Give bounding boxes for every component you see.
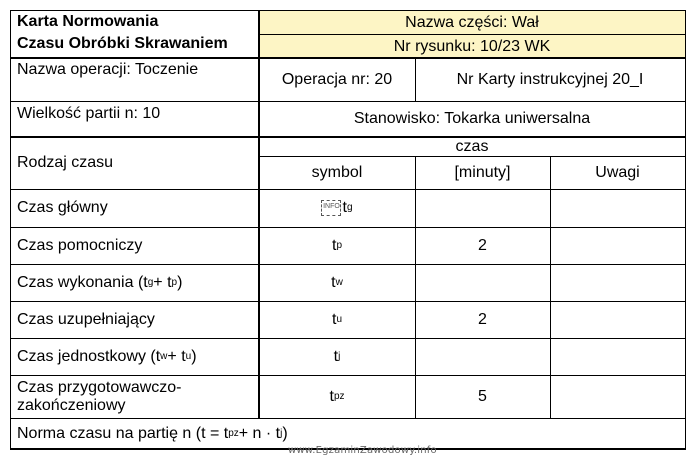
grid-line: [10, 418, 686, 419]
grid-line: [10, 10, 11, 450]
row-main-time-minutes: [415, 189, 550, 227]
grid-line: [10, 375, 686, 376]
time-type-header: Rodzaj czasu: [17, 154, 114, 171]
row-suppl-time-minutes: 2: [478, 310, 487, 328]
symbol-header: symbol: [311, 164, 363, 181]
grid-line: [10, 57, 686, 59]
minutes-header: [minuty]: [454, 164, 511, 181]
row-unit-time-symbol: t j: [333, 347, 341, 365]
card-title-line1: Karta Normowania: [17, 13, 159, 30]
row-aux-time-label: Czas pomocniczy: [17, 236, 143, 254]
watermark: www.EgzaminZawodowy.info: [288, 445, 437, 456]
row-setup-time-minutes: 5: [478, 387, 487, 405]
time-header: czas: [455, 137, 489, 155]
row-main-time-label: Czas główny: [17, 199, 108, 216]
row-setup-time-label: Czas przygotowawczo- zakończeniowy: [17, 378, 182, 414]
card-title-line2: Czasu Obróbki Skrawaniem: [17, 35, 228, 52]
grid-line: [685, 10, 686, 450]
operation-name: Nazwa operacji: Toczenie: [17, 61, 199, 78]
grid-line: [10, 101, 686, 102]
grid-line: [10, 189, 686, 190]
row-aux-time-symbol: t p: [331, 236, 342, 254]
broken-image-icon: INFO: [321, 200, 341, 216]
grid-line: [10, 227, 686, 228]
row-exec-time-label: Czas wykonania (t g + t p ): [17, 273, 183, 291]
row-main-time-symbol: INFO t g: [323, 199, 353, 216]
remarks-header: Uwagi: [595, 164, 640, 181]
row-unit-time-minutes: [415, 338, 550, 375]
row-setup-time-symbol: t pz: [329, 387, 345, 405]
row-unit-time-label: Czas jednostkowy (t w + t u ): [17, 347, 197, 365]
grid-line: [10, 136, 686, 138]
part-name: Nazwa części: Wał: [405, 14, 539, 31]
grid-line: [550, 156, 551, 418]
row-aux-time-minutes: 2: [478, 236, 487, 254]
grid-line: [259, 156, 686, 157]
grid-line: [10, 264, 686, 265]
grid-line: [415, 156, 416, 418]
batch-time-norm: Norma czasu na partię n (t = t pz + n · t j ): [17, 424, 288, 442]
operation-number: Operacja nr: 20: [281, 71, 393, 88]
batch-size: Wielkość partii n: 10: [17, 105, 161, 122]
row-exec-time-symbol: t w: [331, 273, 343, 291]
row-suppl-time-label: Czas uzupełniający: [17, 310, 155, 328]
row-exec-time-minutes: [415, 264, 550, 301]
grid-line: [10, 301, 686, 302]
row-suppl-time-symbol: t u: [331, 310, 342, 328]
grid-line: [10, 10, 686, 11]
instruction-card-number: Nr Karty instrukcyjnej 20_I: [456, 71, 644, 88]
grid-line: [259, 34, 686, 35]
grid-line: [415, 58, 416, 101]
work-station: Stanowisko: Tokarka uniwersalna: [353, 110, 591, 127]
drawing-number: Nr rysunku: 10/23 WK: [393, 38, 551, 55]
grid-line: [258, 10, 260, 418]
grid-line: [10, 338, 686, 339]
